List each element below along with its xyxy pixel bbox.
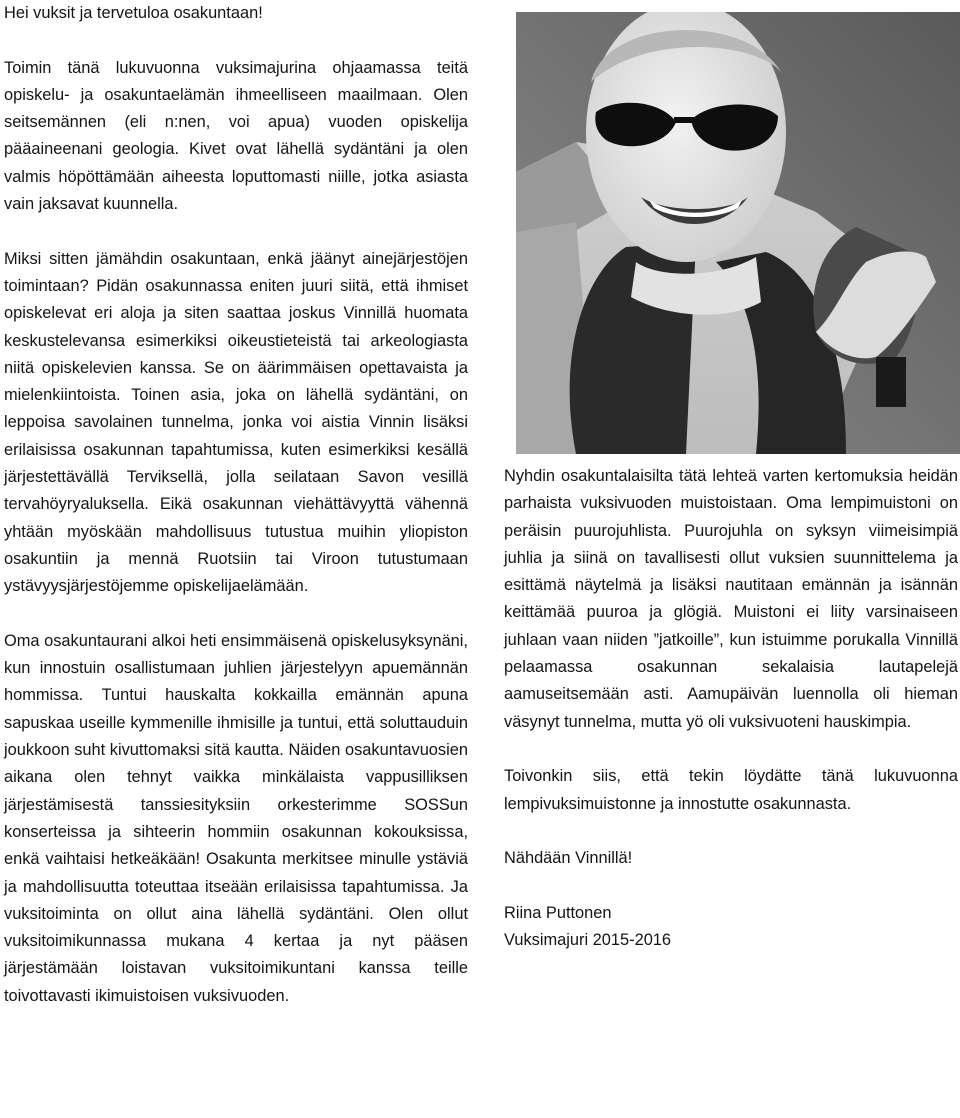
right-column [504,463,958,954]
paragraph-gap [4,218,468,245]
paragraph-gap [504,736,958,763]
paragraph-gap [504,872,958,899]
greeting-line: Hei vuksit ja tervetuloa osakuntaan! [4,4,263,22]
left-column [4,0,468,1010]
portrait-photo [516,12,960,454]
why-osakunta-paragraph: Miksi sitten jämähdin osakuntaan, enkä jäänyt ainejärjestöjen toimintaan? Pidän osakunnassa eniten juuri siitä, että ihmiset opiskelevat eri aloja ja siten saattaa joskus Vinnillä huomata keskustelevansa esimerkiksi oikeustieteistä tai arkeologiasta niitä opiskelevien kanssa. Se on äärimmäisen opettavaista ja mielenkiintoista. Toinen asia, joka on lähellä sydäntäni, on leppoisa savolainen tunnelma, jonka voi aistia Vinnin lisäksi erilaisissa osakunnan tapahtumissa, kuten esimerkiksi kesällä järjestettävällä Terviksellä, jolla seilataan Savon vesillä tervahöyryaluksella. Eikä osakunnan viehättävyyttä vähennä yhtään myöskään mahdollisuus tutustua muihin yliopiston osakuntiin ja mennä Ruotsiin tai Viroon tutustumaan ystävyysjärjestöjemme opiskelijaelämään. [4,249,468,596]
paragraph-gap [504,818,958,845]
signature-title: Vuksimajuri 2015-2016 [504,931,672,950]
career-paragraph: Oma osakuntaurani alkoi heti ensimmäisenä opiskelusyksynäni, kun innostuin osallistumaan juhlien järjestelyyn apuemännän hommissa. Tuntui hauskalta kokkailla emännän apuna sapuskaa useille kymmenille ihmisille ja tuntui, että soluttauduin joukkoon suht kivuttomaksi sitä kautta. Näiden osakuntavuosien aikana olen tehnyt vaikka minkälaista vappusilliksen järjestämisestä tanssiesityksiin orkesterimme SOSSun konserteissa ja sihteerin hommiin osakunnan kokouksissa, enkä vaihtaisi hetkeäkään! Osakunta merkitsee minulle ystäviä ja mahdollisuutta toteuttaa itseään erilaisissa tapahtumissa. Ja vuksitoiminta on ollut aina lähellä sydäntäni. Olen ollut vuksitoimikunnassa mukana 4 kertaa ja nyt pääsen järjestämään loistavan vuksitoimikuntani kanssa teille toivottavasti ikimuistoisen vuksivuoden. [4,631,468,1005]
wish-paragraph: Toivonkin siis, että tekin löydätte tänä lukuvuonna lempivuksimuistonne ja innostutte osakunnasta. [504,767,958,813]
paragraph-gap [4,27,468,54]
paragraph-gap [4,601,468,628]
signature-name: Riina Puttonen [504,903,612,922]
memory-paragraph: Nyhdin osakuntalaisilta tätä lehteä varten kertomuksia heidän parhaista vuksivuoden muistoistaan. Oma lempimuistoni on peräisin puurojuhlista. Puurojuhla on syksyn viimeisimpiä juhlia ja siinä on tavallisesti ollut vuksien suunnittelema ja esittämä näytelmä ja lisäksi nautitaan emännän ja isännän keittämää puuroa ja glögiä. Muistoni ei liity varsinaiseen juhlaan vaan niiden ”jatkoille”, kun istuimme porukalla Vinnillä pelaamassa osakunnan sekalaisia lautapelejä aamuseitsemään asti. Aamupäivän luennolla oli hieman väsynyt tunnelma, mutta yö oli vuksivuoteni hauskimpia. [504,467,958,731]
closing-line: Nähdään Vinnillä! [504,849,633,868]
portrait-photo-icon [516,12,960,454]
intro-paragraph: Toimin tänä lukuvuonna vuksimajurina ohjaamassa teitä opiskelu- ja osakuntaelämän ihmeelliseen maailmaan. Olen seitsemännen (eli n:nen, voi apua) vuoden opiskelija pääaineenani geologia. Kivet ovat lähellä sydäntäni ja olen valmis höpöttämään aiheesta loputtomasti niille, jotka asiasta vain jaksavat kuunnella. [4,58,468,214]
